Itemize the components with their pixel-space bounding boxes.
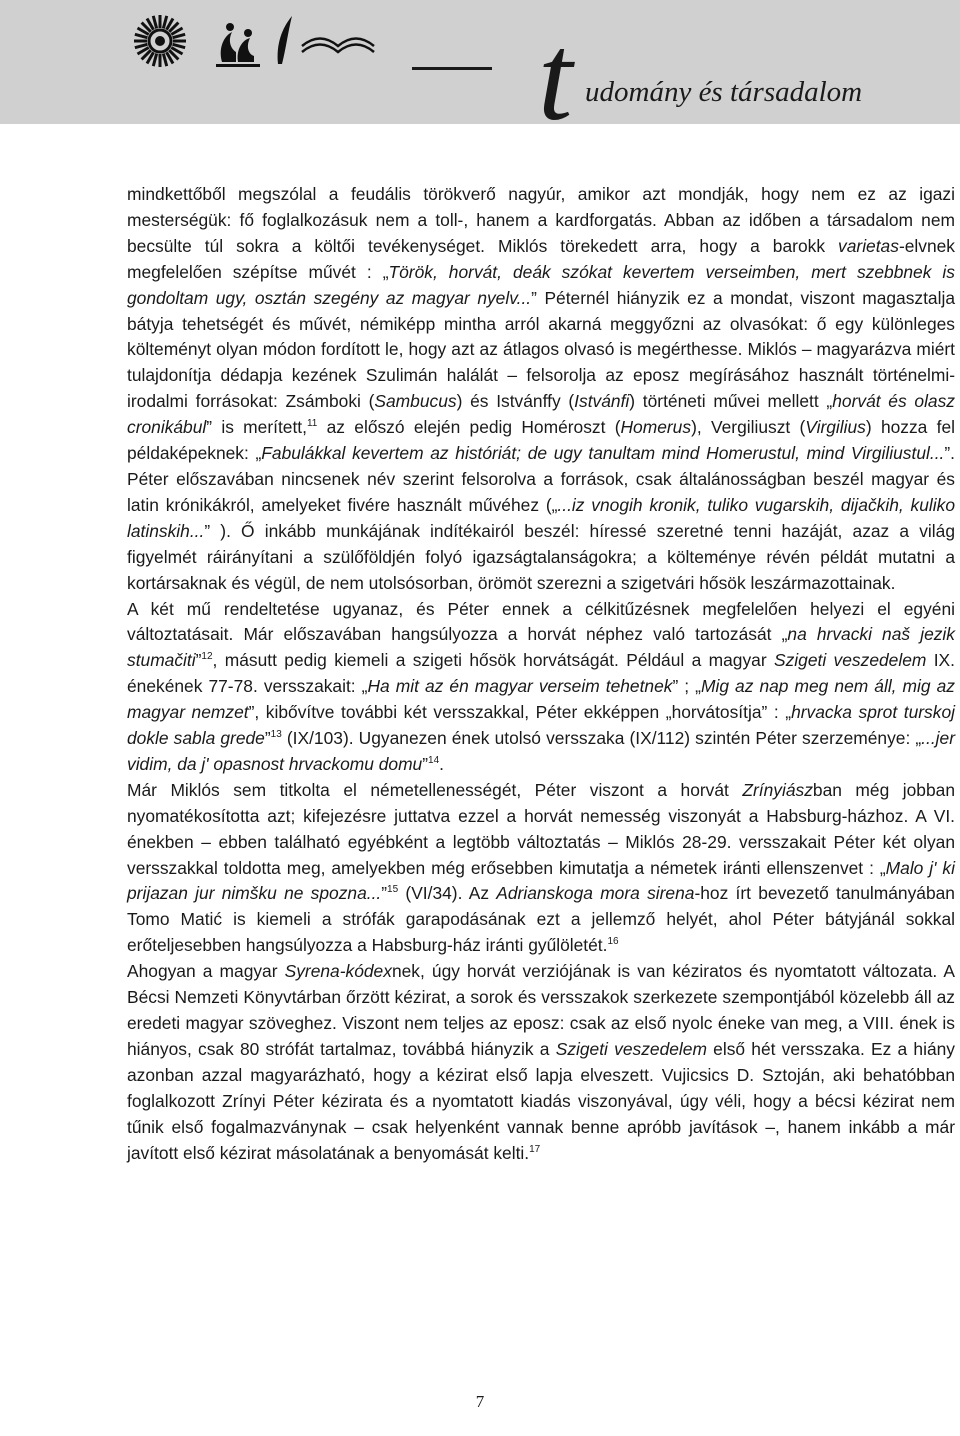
italic-text: Szigeti veszedelem <box>555 1038 707 1059</box>
text-run: -elvnek megfelelően szépítse művét : „ <box>127 235 955 282</box>
italic-text: varietas <box>838 235 899 256</box>
quill-icon <box>278 16 292 64</box>
text-run: Már Miklós sem titkolta el németellenességét, Péter viszont a horvát <box>127 779 743 800</box>
text-run: (VI/34). Az <box>398 883 497 904</box>
italic-text: Homerus <box>620 417 692 438</box>
text-run: mindkettőből megszólal a feudális törökverő nagyúr, amikor azt mondják, hogy nem ez az igazi mesterségük: fő foglalkozásuk nem a toll-, hanem a kardforgatás. Abban az időben a társadalom nem becsülte túl sokra a költői tevékenységet. Miklós törekedett arra, hogy a barokk <box>127 184 955 256</box>
footnote-ref: 17 <box>529 1143 541 1155</box>
italic-text: Szigeti veszedelem <box>774 650 927 671</box>
text-run: ) hozza fel példaképeknek: „ <box>127 417 955 464</box>
italic-text: Fabulákkal kevertem az históriát; de ugy tanultam mind Homerustul, mind Virgiliustul... <box>261 443 945 464</box>
text-run: IX. énekének 77-78. versszakait: „ <box>127 650 955 697</box>
italic-text: Syrena-kódex <box>284 961 392 982</box>
text-run: ” <box>381 883 388 904</box>
paragraph <box>127 182 955 597</box>
italic-text: ...iz vnogih kronik, tuliko vugarskih, dijačkih, kuliko latinskih... <box>127 494 955 541</box>
text-run: ” <box>264 728 271 749</box>
text-run: ”. Péter előszavában nincsenek név szerint felsorolva a források, csak általánosságban beszél magyar és latin krónikákról, amelyeket fivére használt művéhez („ <box>127 443 955 515</box>
italic-text: Zrínyiász <box>742 779 813 800</box>
italic-text: horvát és olasz cronikábul <box>127 391 955 438</box>
sunburst-icon <box>134 15 186 67</box>
italic-text: Ha mit az én magyar verseim tehetnek <box>367 676 673 697</box>
article-body <box>127 182 955 1166</box>
text-run: (IX/103). Ugyanezen ének utolsó versszaka (IX/112) szintén Péter szerzeménye: „ <box>281 728 922 749</box>
text-run: Ahogyan a magyar <box>127 961 285 982</box>
italic-text: na hrvacki naš jezik stumačiti <box>127 624 955 671</box>
text-run: , másutt pedig kiemeli a szigeti hősök horvátságát. Például a magyar <box>212 650 774 671</box>
text-run: ), Vergiliuszt ( <box>691 417 806 438</box>
book-icon <box>302 39 374 53</box>
header-rule <box>412 67 492 70</box>
text-run: . <box>439 753 444 774</box>
paragraph <box>127 778 955 959</box>
italic-text: Mig az nap meg nem áll, mig az magyar nemzet <box>127 676 955 723</box>
decorative-ornaments-icon <box>124 8 384 68</box>
italic-text: Adrianskoga mora sirena <box>496 883 695 904</box>
page-header <box>0 0 960 146</box>
italic-text: Istvánfi <box>574 391 630 412</box>
section-initial: t <box>538 9 573 146</box>
italic-text: Virgilius <box>805 417 866 438</box>
text-run: az előszó elején pedig Homéroszt ( <box>317 417 621 438</box>
text-run: A két mű rendeltetése ugyanaz, és Péter ennek a célkitűzésnek megfelelően helyezi el egyéni változtatásait. Már előszavában hangsúlyozza a horvát néphez való tartozását „ <box>127 598 955 645</box>
text-run: ” <box>422 753 429 774</box>
text-run: ban még jobban nyomatékosította azt; kifejezésre juttatva ezzel a horvát nemesség viszonyát a Habsburg-házhoz. A VI. énekben – ebben található egyébként a legtöbb változtatás – Miklós 28-29. versszakait Péter két olyan versszakkal toldotta meg, amelyekben még erősebben kimutatja a németek iránti ellenszenvet : „ <box>127 779 955 878</box>
italic-text: ...jer vidim, da j' opasnost hrvackomu domu <box>127 728 955 774</box>
text-run: nek, úgy horvát verziójának is van kéziratos és nyomtatott változata. A Bécsi Nemzeti Könyvtárban őrzött kézirat, a sorok és versszakok szerkezete szempontjából közelebb áll az eredeti magyar szöveghez. Viszont nem teljes az eposz: csak az első nyolc éneke van meg, a VIII. ének is hiányos, csak 80 strófát tartalmaz, továbbá hiányzik a <box>127 961 955 1059</box>
figures-icon <box>216 23 260 67</box>
text-run: ” <box>195 650 202 671</box>
italic-text: Sambucus <box>374 391 457 412</box>
text-run: ” is merített, <box>206 417 307 438</box>
page-number: 7 <box>475 1392 485 1411</box>
text-run: ) történeti művei mellett „ <box>629 391 833 412</box>
text-run: ” Péternél hiányzik ez a mondat, viszont magasztalja bátyja tehetségét és művét, némiképp mintha arról akarná meggyőzni az olvasókat: ő egy különleges költeményt olyan módon fordított le, hogy azt az átlagos olvasó is megérthesse. Miklós – magyarázva miért tulajdonítja dédapja kezének Szulimán halálát – felsorolja az eposz megírásához használt történelmi-irodalmi forrásokat: Zsámboki ( <box>127 287 955 412</box>
section-title: udomány és társadalom <box>585 76 863 108</box>
footnote-ref: 12 <box>201 651 213 663</box>
footnote-ref: 13 <box>270 729 282 741</box>
footnote-ref: 16 <box>607 936 619 948</box>
text-run: ) és Istvánffy ( <box>456 391 575 412</box>
italic-text: Malo j' ki prijazan jur nimšku ne spozna... <box>127 857 955 904</box>
paragraph <box>127 597 955 778</box>
text-run: első hét versszaka. Ez a hiány azonban azzal magyarázható, hogy a kézirat első lapja elveszett. Vujicsics D. Sztoján, aki behatóbban foglalkozott Zrínyi Péter kézirata és a nyomtatott kiadás viszonyával, úgy véli, hogy a bécsi kézirat nem tűnik első fogalmazványnak – csak helyenként vannak benne apróbb javítások –, hanem inkább a már javított első kézirat másolatának a benyomását kelti. <box>127 1038 955 1163</box>
italic-text: hrvacka sprot turskoj dokle sabla grede <box>127 702 955 749</box>
footnote-ref: 15 <box>387 884 399 896</box>
text-run: -hoz írt bevezető tanulmányában Tomo Matić is kiemeli a strófák garapodásának ezt a jellemző helyét, ahol Péter bátyjánál sokkal erőteljesebben hangsúlyozza a Habsburg-ház iránti gyűlöletét. <box>127 883 955 956</box>
paragraph <box>127 959 955 1166</box>
footnote-ref: 11 <box>306 418 318 430</box>
text-run: ”, kibővítve további két versszakkal, Péter ekképpen „horvátosítja” : „ <box>248 702 792 723</box>
footnote-ref: 14 <box>428 755 440 767</box>
text-run: ” ). Ő inkább munkájának indítékairól beszél: híressé szeretné tenni hazáját, azaz a világ figyelmét ráirányítani a szülőföldjén folyó igazságtalanságokra; a költeménye révén példát mutatni a kortársaknak és végül, de nem utolsósorban, örömöt szerezni a szigetvári hősök leszármazottainak. <box>127 520 955 593</box>
italic-text: Török, horvát, deák szókat kevertem verseimben, mert szebbnek is gondoltam ugy, osztán szegény az magyar nyelv... <box>127 261 955 308</box>
text-run: ” ; „ <box>672 676 701 697</box>
